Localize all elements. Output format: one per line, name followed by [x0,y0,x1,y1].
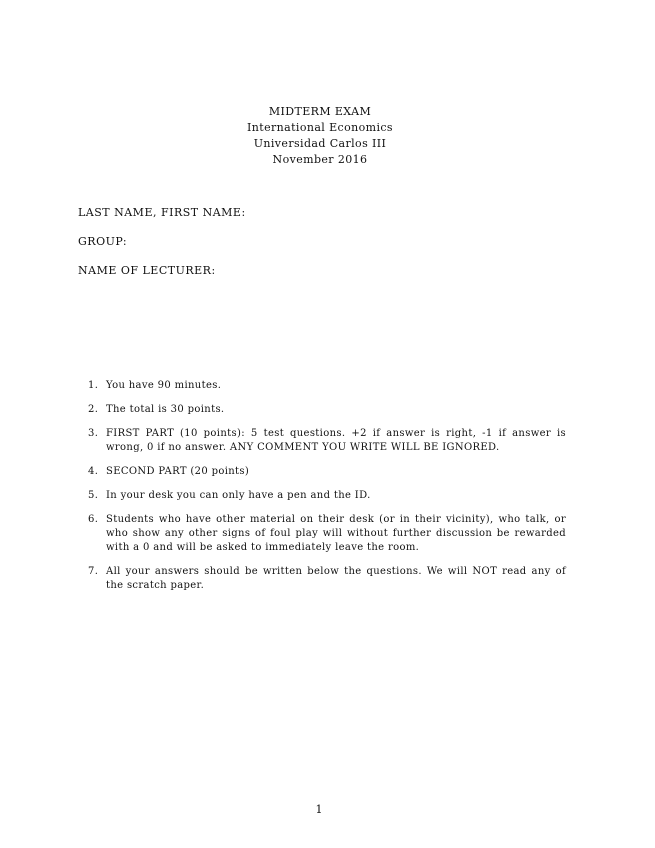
instructions-list [88,379,566,603]
exam-date: November 2016 [272,153,368,166]
item-number: 6. [88,514,99,525]
list-item [88,489,566,503]
list-item [88,403,566,417]
list-item [88,513,566,555]
course-name: International Economics [247,121,393,134]
list-item [88,427,566,455]
item-number: 1. [88,380,99,391]
page-number: 1 [315,803,323,816]
group-field-label: GROUP: [78,235,128,248]
item-text: You have 90 minutes. [106,380,222,391]
item-number: 4. [88,466,99,477]
exam-header [0,104,640,168]
item-text: Students who have other material on their desk (or in their vicinity), who talk, or who show any other signs of foul play will without further discussion be rewarded with a 0 and will be asked to immediately leave the room. [106,514,566,553]
item-number: 3. [88,428,99,439]
lecturer-field-label: NAME OF LECTURER: [78,264,216,277]
exam-title: MIDTERM EXAM [268,105,372,118]
list-item [88,565,566,593]
name-field-label: LAST NAME, FIRST NAME: [78,206,246,219]
item-number: 2. [88,404,99,415]
item-text: All your answers should be written below the questions. We will NOT read any of the scratch paper. [106,566,566,591]
item-number: 7. [88,566,99,577]
item-text: FIRST PART (10 points): 5 test questions. +2 if answer is right, -1 if answer is wrong, 0 if no answer. ANY COMMENT YOU WRITE WILL BE IGNORED. [106,428,566,453]
university-name: Universidad Carlos III [253,137,387,150]
item-text: The total is 30 points. [106,404,225,415]
item-text: In your desk you can only have a pen and the ID. [106,490,371,501]
item-number: 5. [88,490,99,501]
list-item [88,465,566,479]
item-text: SECOND PART (20 points) [106,466,250,477]
list-item [88,379,566,393]
